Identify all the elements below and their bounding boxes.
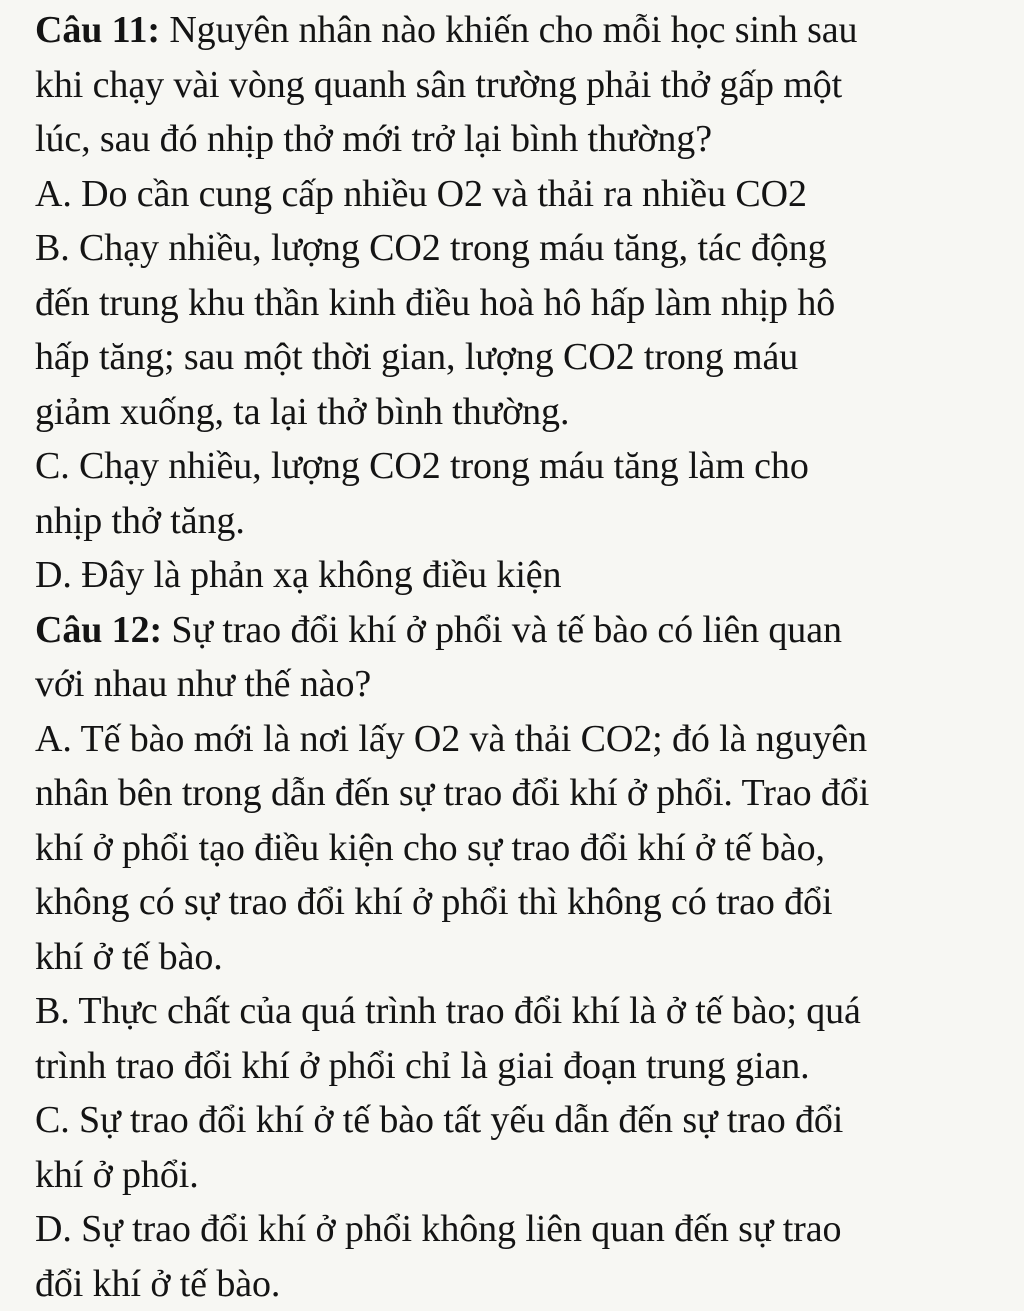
question-12-option-b-line-1: B. Thực chất của quá trình trao đổi khí là ở tế bào; quá	[35, 984, 1008, 1039]
question-11-option-b-line-2: đến trung khu thần kinh điều hoà hô hấp làm nhịp hô	[35, 276, 1008, 331]
question-11-prompt-line-2: khi chạy vài vòng quanh sân trường phải thở gấp một	[35, 58, 1008, 113]
question-12-option-a-line-5: khí ở tế bào.	[35, 930, 1008, 985]
question-11-option-a: A. Do cần cung cấp nhiều O2 và thải ra nhiều CO2	[35, 167, 1008, 222]
question-12-option-a-line-2: nhân bên trong dẫn đến sự trao đổi khí ở phổi. Trao đổi	[35, 766, 1008, 821]
question-12-option-d-line-2: đổi khí ở tế bào.	[35, 1257, 1008, 1311]
question-11-option-b-line-1: B. Chạy nhiều, lượng CO2 trong máu tăng, tác động	[35, 221, 1008, 276]
question-11-option-b-line-3: hấp tăng; sau một thời gian, lượng CO2 trong máu	[35, 330, 1008, 385]
question-11-option-d: D. Đây là phản xạ không điều kiện	[35, 548, 1008, 603]
question-11-label: Câu 11:	[35, 9, 160, 51]
question-12-option-a-line-1: A. Tế bào mới là nơi lấy O2 và thải CO2; đó là nguyên	[35, 712, 1008, 767]
question-11-option-c-line-1: C. Chạy nhiều, lượng CO2 trong máu tăng làm cho	[35, 439, 1008, 494]
question-11-prompt-text: Nguyên nhân nào khiến cho mỗi học sinh sau	[160, 9, 858, 51]
question-12-prompt-line-1	[35, 603, 1008, 658]
cropped-next-line-fragment	[305, 1266, 415, 1277]
question-12	[35, 603, 1008, 1311]
question-12-option-c-line-2: khí ở phổi.	[35, 1148, 1008, 1203]
question-11-prompt-line-1	[35, 3, 1008, 58]
question-11-prompt-line-3: lúc, sau đó nhịp thở mới trở lại bình thường?	[35, 112, 1008, 167]
question-12-option-d-line-1: D. Sự trao đổi khí ở phổi không liên quan đến sự trao	[35, 1202, 1008, 1257]
question-12-label: Câu 12:	[35, 609, 162, 651]
question-12-prompt-line-2: với nhau như thế nào?	[35, 657, 1008, 712]
question-11-option-c-line-2: nhịp thở tăng.	[35, 494, 1008, 549]
question-12-option-b-line-2: trình trao đổi khí ở phổi chỉ là giai đoạn trung gian.	[35, 1039, 1008, 1094]
question-12-option-a-line-3: khí ở phổi tạo điều kiện cho sự trao đổi khí ở tế bào,	[35, 821, 1008, 876]
question-12-option-c-line-1: C. Sự trao đổi khí ở tế bào tất yếu dẫn đến sự trao đổi	[35, 1093, 1008, 1148]
question-12-option-a-line-4: không có sự trao đổi khí ở phổi thì không có trao đổi	[35, 875, 1008, 930]
question-11	[35, 3, 1008, 603]
question-11-option-b-line-4: giảm xuống, ta lại thở bình thường.	[35, 385, 1008, 440]
question-12-prompt-text: Sự trao đổi khí ở phổi và tế bào có liên quan	[162, 609, 842, 651]
